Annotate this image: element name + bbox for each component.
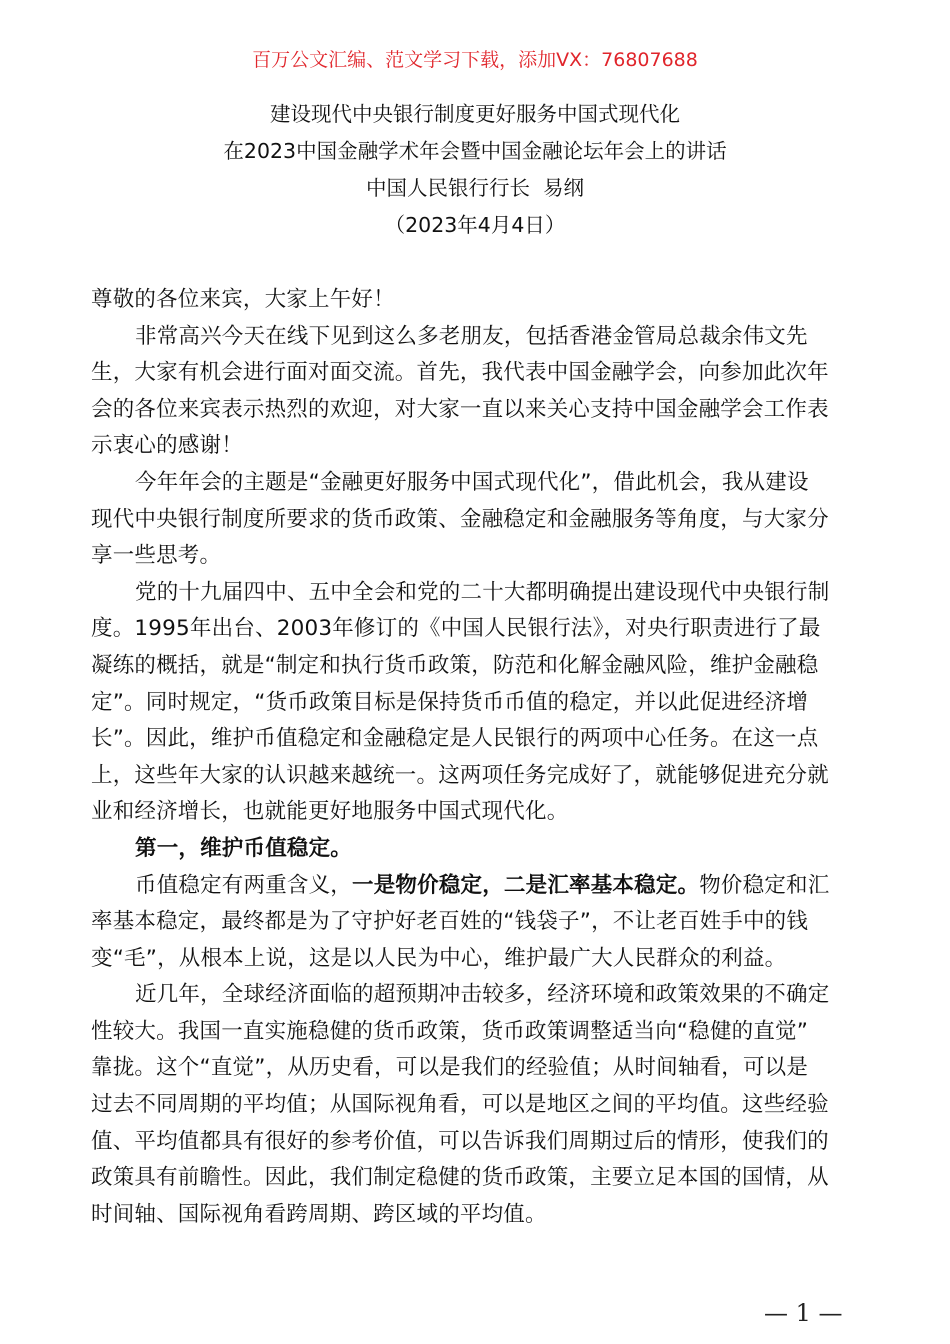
- paragraph-line: 过去不同周期的平均值；从国际视角看，可以是地区之间的平均值。这些经验: [91, 1092, 829, 1118]
- bold-emphasis: 一是物价稳定，二是汇率基本稳定。: [352, 872, 700, 898]
- paragraph-1: [91, 319, 861, 465]
- paragraph-line: 度。1995年出台、2003年修订的《中国人民银行法》，对央行职责进行了最: [91, 616, 821, 642]
- paragraph-3: [91, 575, 861, 831]
- text-run: 币值稳定有两重含义，: [135, 872, 353, 898]
- page-number: — 1 —: [764, 1299, 843, 1327]
- paragraph-line: 生，大家有机会进行面对面交流。首先，我代表中国金融学会，向参加此次年: [91, 360, 829, 386]
- watermark-banner: 百万公文汇编、范文学习下载，添加VX：76807688: [252, 49, 698, 71]
- document-subtitle: 在2023中国金融学术年会暨中国金融论坛年会上的讲话: [223, 139, 727, 163]
- paragraph-line: 变“毛”，从根本上说，这是以人民为中心，维护最广大人民群众的利益。: [91, 945, 787, 971]
- paragraph-2: [91, 465, 861, 575]
- paragraph-line: 党的十九届四中、五中全会和党的二十大都明确提出建设现代中央银行制: [135, 579, 830, 605]
- paragraph-line: 政策具有前瞻性。因此，我们制定稳健的货币政策，主要立足本国的国情，从: [91, 1165, 829, 1191]
- paragraph-line: 长”。因此，维护币值稳定和金融稳定是人民银行的两项中心任务。在这一点: [91, 726, 819, 752]
- greeting: 尊敬的各位来宾，大家上午好！: [91, 287, 395, 312]
- paragraph-line: 性较大。我国一直实施稳健的货币政策，货币政策调整适当向“稳健的直觉”: [91, 1018, 809, 1044]
- text-run: 物价稳定和汇: [699, 872, 830, 898]
- paragraph-line: 上，这些年大家的认识越来越统一。这两项任务完成好了，就能够促进充分就: [91, 762, 829, 788]
- paragraph-line: 时间轴、国际视角看跨周期、跨区域的平均值。: [91, 1201, 547, 1227]
- paragraph-line: 享一些思考。: [91, 543, 222, 569]
- document-header: [0, 96, 950, 244]
- speaker-line: 中国人民银行行长 易纲: [365, 176, 585, 200]
- paragraph-line: 示衷心的感谢！: [91, 433, 243, 459]
- paragraph-line: 现代中央银行制度所要求的货币政策、金融稳定和金融服务等角度，与大家分: [91, 506, 829, 532]
- document-body: [91, 282, 861, 1233]
- document-title: 建设现代中央银行制度更好服务中国式现代化: [270, 102, 680, 126]
- paragraph-line: 今年年会的主题是“金融更好服务中国式现代化”，借此机会，我从建设: [135, 469, 809, 495]
- paragraph-4: [91, 868, 861, 978]
- paragraph-line: 率基本稳定，最终都是为了守护好老百姓的“钱袋子”，不让老百姓手中的钱: [91, 909, 809, 935]
- paragraph-line: 靠拢。这个“直觉”，从历史看，可以是我们的经验值；从时间轴看，可以是: [91, 1055, 809, 1081]
- section-heading: 第一，维护币值稳定。: [135, 835, 353, 861]
- paragraph-line: [91, 868, 861, 905]
- paragraph-line: 近几年，全球经济面临的超预期冲击较多，经济环境和政策效果的不确定: [135, 982, 830, 1008]
- speech-date: （2023年4月4日）: [384, 213, 566, 237]
- paragraph-line: 会的各位来宾表示热烈的欢迎，对大家一直以来关心支持中国金融学会工作表: [91, 396, 829, 422]
- paragraph-line: 值、平均值都具有很好的参考价值，可以告诉我们周期过后的情形，使我们的: [91, 1128, 829, 1154]
- paragraph-line: 定”。同时规定，“货币政策目标是保持货币币值的稳定，并以此促进经济增: [91, 689, 809, 715]
- paragraph-5: [91, 977, 861, 1233]
- paragraph-line: 非常高兴今天在线下见到这么多老朋友，包括香港金管局总裁余伟文先: [135, 323, 808, 349]
- paragraph-line: 凝练的概括，就是“制定和执行货币政策，防范和化解金融风险，维护金融稳: [91, 652, 819, 678]
- paragraph-line: 业和经济增长，也就能更好地服务中国式现代化。: [91, 799, 569, 825]
